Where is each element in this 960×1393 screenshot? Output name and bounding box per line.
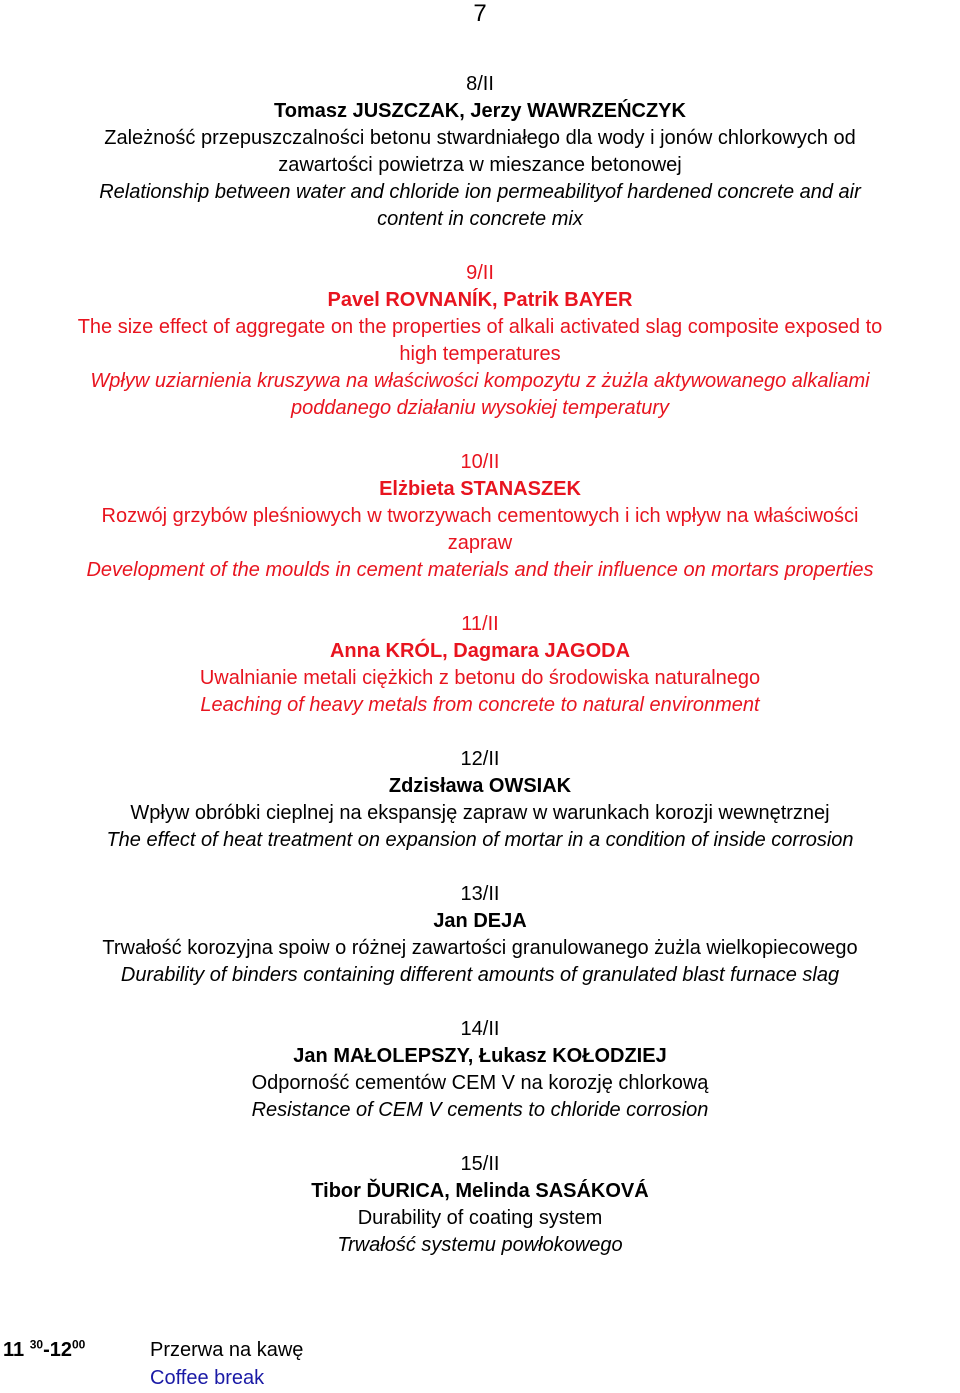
title-pl-line: Rozwój grzybów pleśniowych w tworzywach cementowych i ich wpływ na właściwości: [101, 505, 859, 527]
title-en-line: Development of the moulds in cement materials and their influence on mortars properties: [86, 559, 874, 581]
entry-authors: Anna KRÓL, Dagmara JAGODA: [329, 640, 631, 662]
break-end-min: 00: [71, 1337, 86, 1352]
entry-code: 12/II: [460, 748, 500, 770]
title-pl-line: Odporność cementów CEM V na korozję chlorkową: [251, 1072, 709, 1094]
break-start-min: 30: [29, 1337, 44, 1352]
break-start-hour: 11: [3, 1339, 25, 1361]
entry-code: 11/II: [461, 613, 499, 635]
break-end-hour: -12: [43, 1339, 72, 1361]
entry-code: 14/II: [460, 1018, 500, 1040]
title-pl-line: Wpływ obróbki cieplnej na ekspansję zapraw w warunkach korozji wewnętrznej: [130, 802, 830, 824]
break-time: [3, 1336, 85, 1364]
entry-authors: Jan DEJA: [433, 910, 527, 932]
break-label-en: Coffee break: [150, 1367, 265, 1389]
entry-10-ii: [0, 449, 960, 584]
entry-15-ii: [0, 1151, 960, 1259]
session-entries: [0, 71, 960, 1286]
entry-authors: Tomasz JUSZCZAK, Jerzy WAWRZEŃCZYK: [274, 100, 686, 122]
title-en-line: The size effect of aggregate on the properties of alkali activated slag composite exposed to: [77, 316, 883, 338]
entry-code: 9/II: [466, 262, 494, 284]
title-pl-line: zapraw: [447, 532, 513, 554]
entry-authors: Zdzisława OWSIAK: [388, 775, 572, 797]
entry-authors: Pavel ROVNANÍK, Patrik BAYER: [327, 289, 633, 311]
entry-code: 15/II: [460, 1153, 500, 1175]
title-en-line: Durability of coating system: [357, 1207, 603, 1229]
title-en-line: Leaching of heavy metals from concrete to natural environment: [200, 694, 760, 716]
title-pl-line: poddanego działaniu wysokiej temperatury: [290, 397, 669, 419]
title-en-line: The effect of heat treatment on expansion of mortar in a condition of inside corrosion: [106, 829, 854, 851]
title-pl-line: Trwałość systemu powłokowego: [337, 1234, 623, 1256]
entry-authors: Tibor ĎURICA, Melinda SASÁKOVÁ: [311, 1180, 649, 1202]
title-pl-line: Wpływ uziarnienia kruszywa na właściwości kompozytu z żużla aktywowanego alkaliami: [90, 370, 870, 392]
title-pl-line: Trwałość korozyjna spoiw o różnej zawartości granulowanego żużla wielkopiecowego: [102, 937, 858, 959]
break-label-pl: Przerwa na kawę: [150, 1339, 304, 1361]
title-pl-line: zawartości powietrza w mieszance betonowej: [278, 154, 682, 176]
entry-authors: Elżbieta STANASZEK: [379, 478, 581, 500]
title-en-line: high temperatures: [399, 343, 561, 365]
title-en-line: content in concrete mix: [377, 208, 583, 230]
title-en-line: Durability of binders containing different amounts of granulated blast furnace slag: [120, 964, 840, 986]
entry-12-ii: [0, 746, 960, 854]
title-pl-line: Zależność przepuszczalności betonu stwardniałego dla wody i jonów chlorkowych od: [104, 127, 856, 149]
entry-code: 10/II: [460, 451, 500, 473]
entry-9-ii: [0, 260, 960, 422]
entry-14-ii: [0, 1016, 960, 1124]
entry-11-ii: [0, 611, 960, 719]
entry-code: 8/II: [466, 73, 494, 95]
page-number: 7: [473, 0, 487, 27]
entry-code: 13/II: [460, 883, 500, 905]
entry-13-ii: [0, 881, 960, 989]
title-en-line: Relationship between water and chloride ion permeabilityof hardened concrete and air: [99, 181, 861, 203]
entry-authors: Jan MAŁOLEPSZY, Łukasz KOŁODZIEJ: [293, 1045, 667, 1067]
title-pl-line: Uwalnianie metali ciężkich z betonu do środowiska naturalnego: [199, 667, 761, 689]
entry-8-ii: [0, 71, 960, 233]
title-en-line: Resistance of CEM V cements to chloride corrosion: [251, 1099, 709, 1121]
